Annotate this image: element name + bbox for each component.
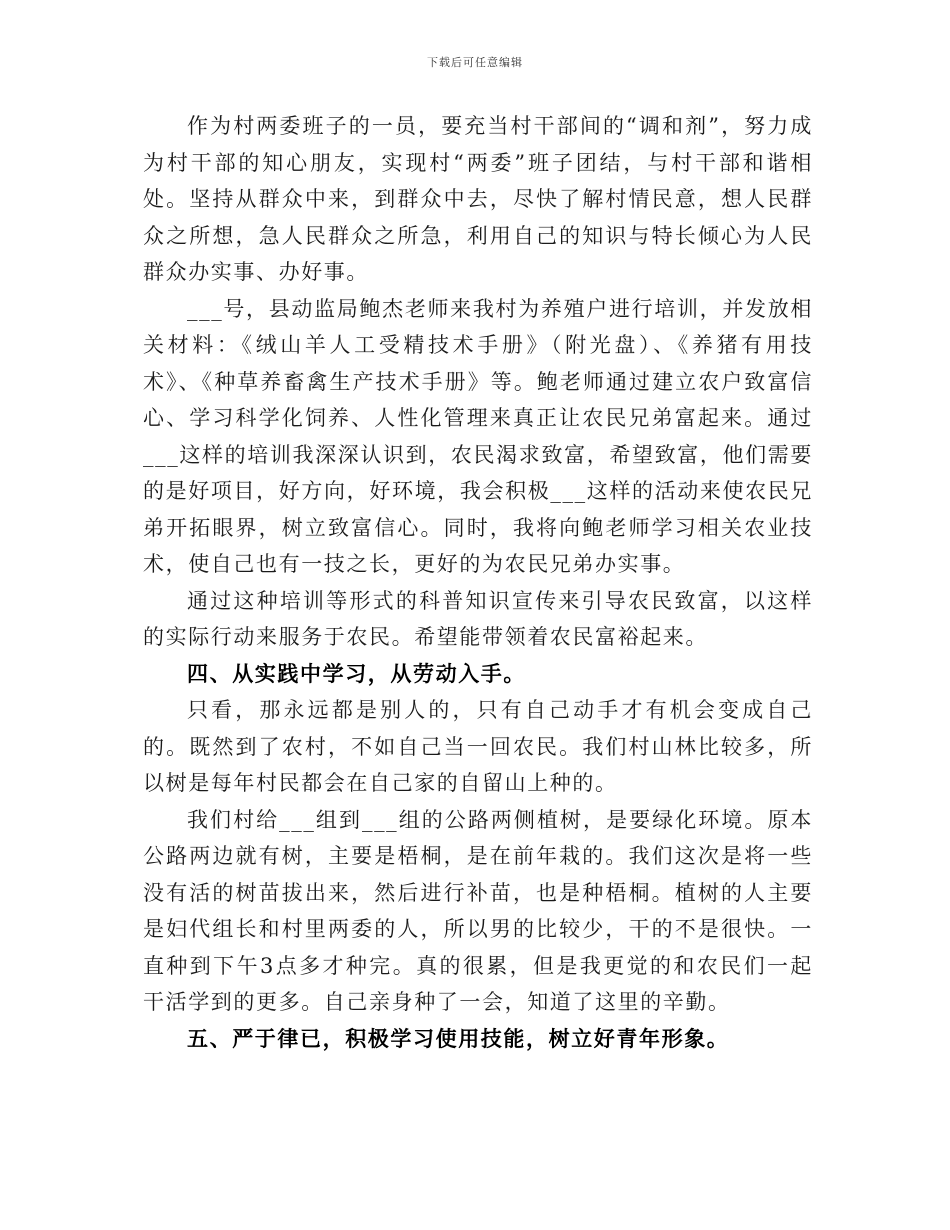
paragraph-science-outreach: 通过这种培训等形式的科普知识宣传来引导农民致富，以这样的实际行动来服务于农民。希望能带领着农民富裕起来。 — [143, 588, 813, 649]
paragraph-training-session: ___号，县动监局鲍杰老师来我村为养殖户进行培训，并发放相关材料：《绒山羊人工受精技术手册》（附光盘）、《养猪有用技术》、《种草养畜禽生产技术手册》等。鲍老师通过建立农户致富信心、学习科学化饲养、人性化管理来真正让农民兄弟富起来。通过___这样的培训我深深认识到，农民渴求致富，希望致富，他们需要的是好项目，好方向，好环境，我会积极___这样的活动来使农民兄弟开拓眼界，树立致富信心。同时，我将向鲍老师学习相关农业技术，使自己也有一技之长，更好的为农民兄弟办实事。 — [143, 296, 813, 576]
paragraph-hands-on: 只看，那永远都是别人的，只有自己动手才有机会变成自己的。既然到了农村，不如自己当一回农民。我们村山林比较多，所以树是每年村民都会在自己家的自留山上种的。 — [143, 698, 813, 795]
header-note: 下载后可任意编辑 — [427, 56, 523, 69]
paragraph-village-committee-role: 作为村两委班子的一员，要充当村干部间的“调和剂”，努力成为村干部的知心朋友，实现村“两委”班子团结，与村干部和谐相处。坚持从群众中来，到群众中去，尽快了解村情民意，想人民群众之所想，急人民群众之所急，利用自己的知识与特长倾心为人民群众办实事、办好事。 — [143, 114, 813, 284]
section-heading-practice: 四、从实践中学习，从劳动入手。 — [187, 660, 526, 686]
document-body — [143, 108, 813, 1057]
paragraph-tree-planting: 我们村给___组到___组的公路两侧植树，是要绿化环境。原本公路两边就有树，主要是梧桐，是在前年栽的。我们这次是将一些没有活的树苗拔出来，然后进行补苗，也是种梧桐。植树的人主要是妇代组长和村里两委的人，所以男的比较少，干的不是很快。一直种到下午3点多才种完。真的很累，但是我更觉的和农民们一起干活学到的更多。自己亲身种了一会，知道了这里的辛勤。 — [143, 807, 813, 1014]
section-heading-discipline: 五、严于律已，积极学习使用技能，树立好青年形象。 — [187, 1025, 730, 1051]
